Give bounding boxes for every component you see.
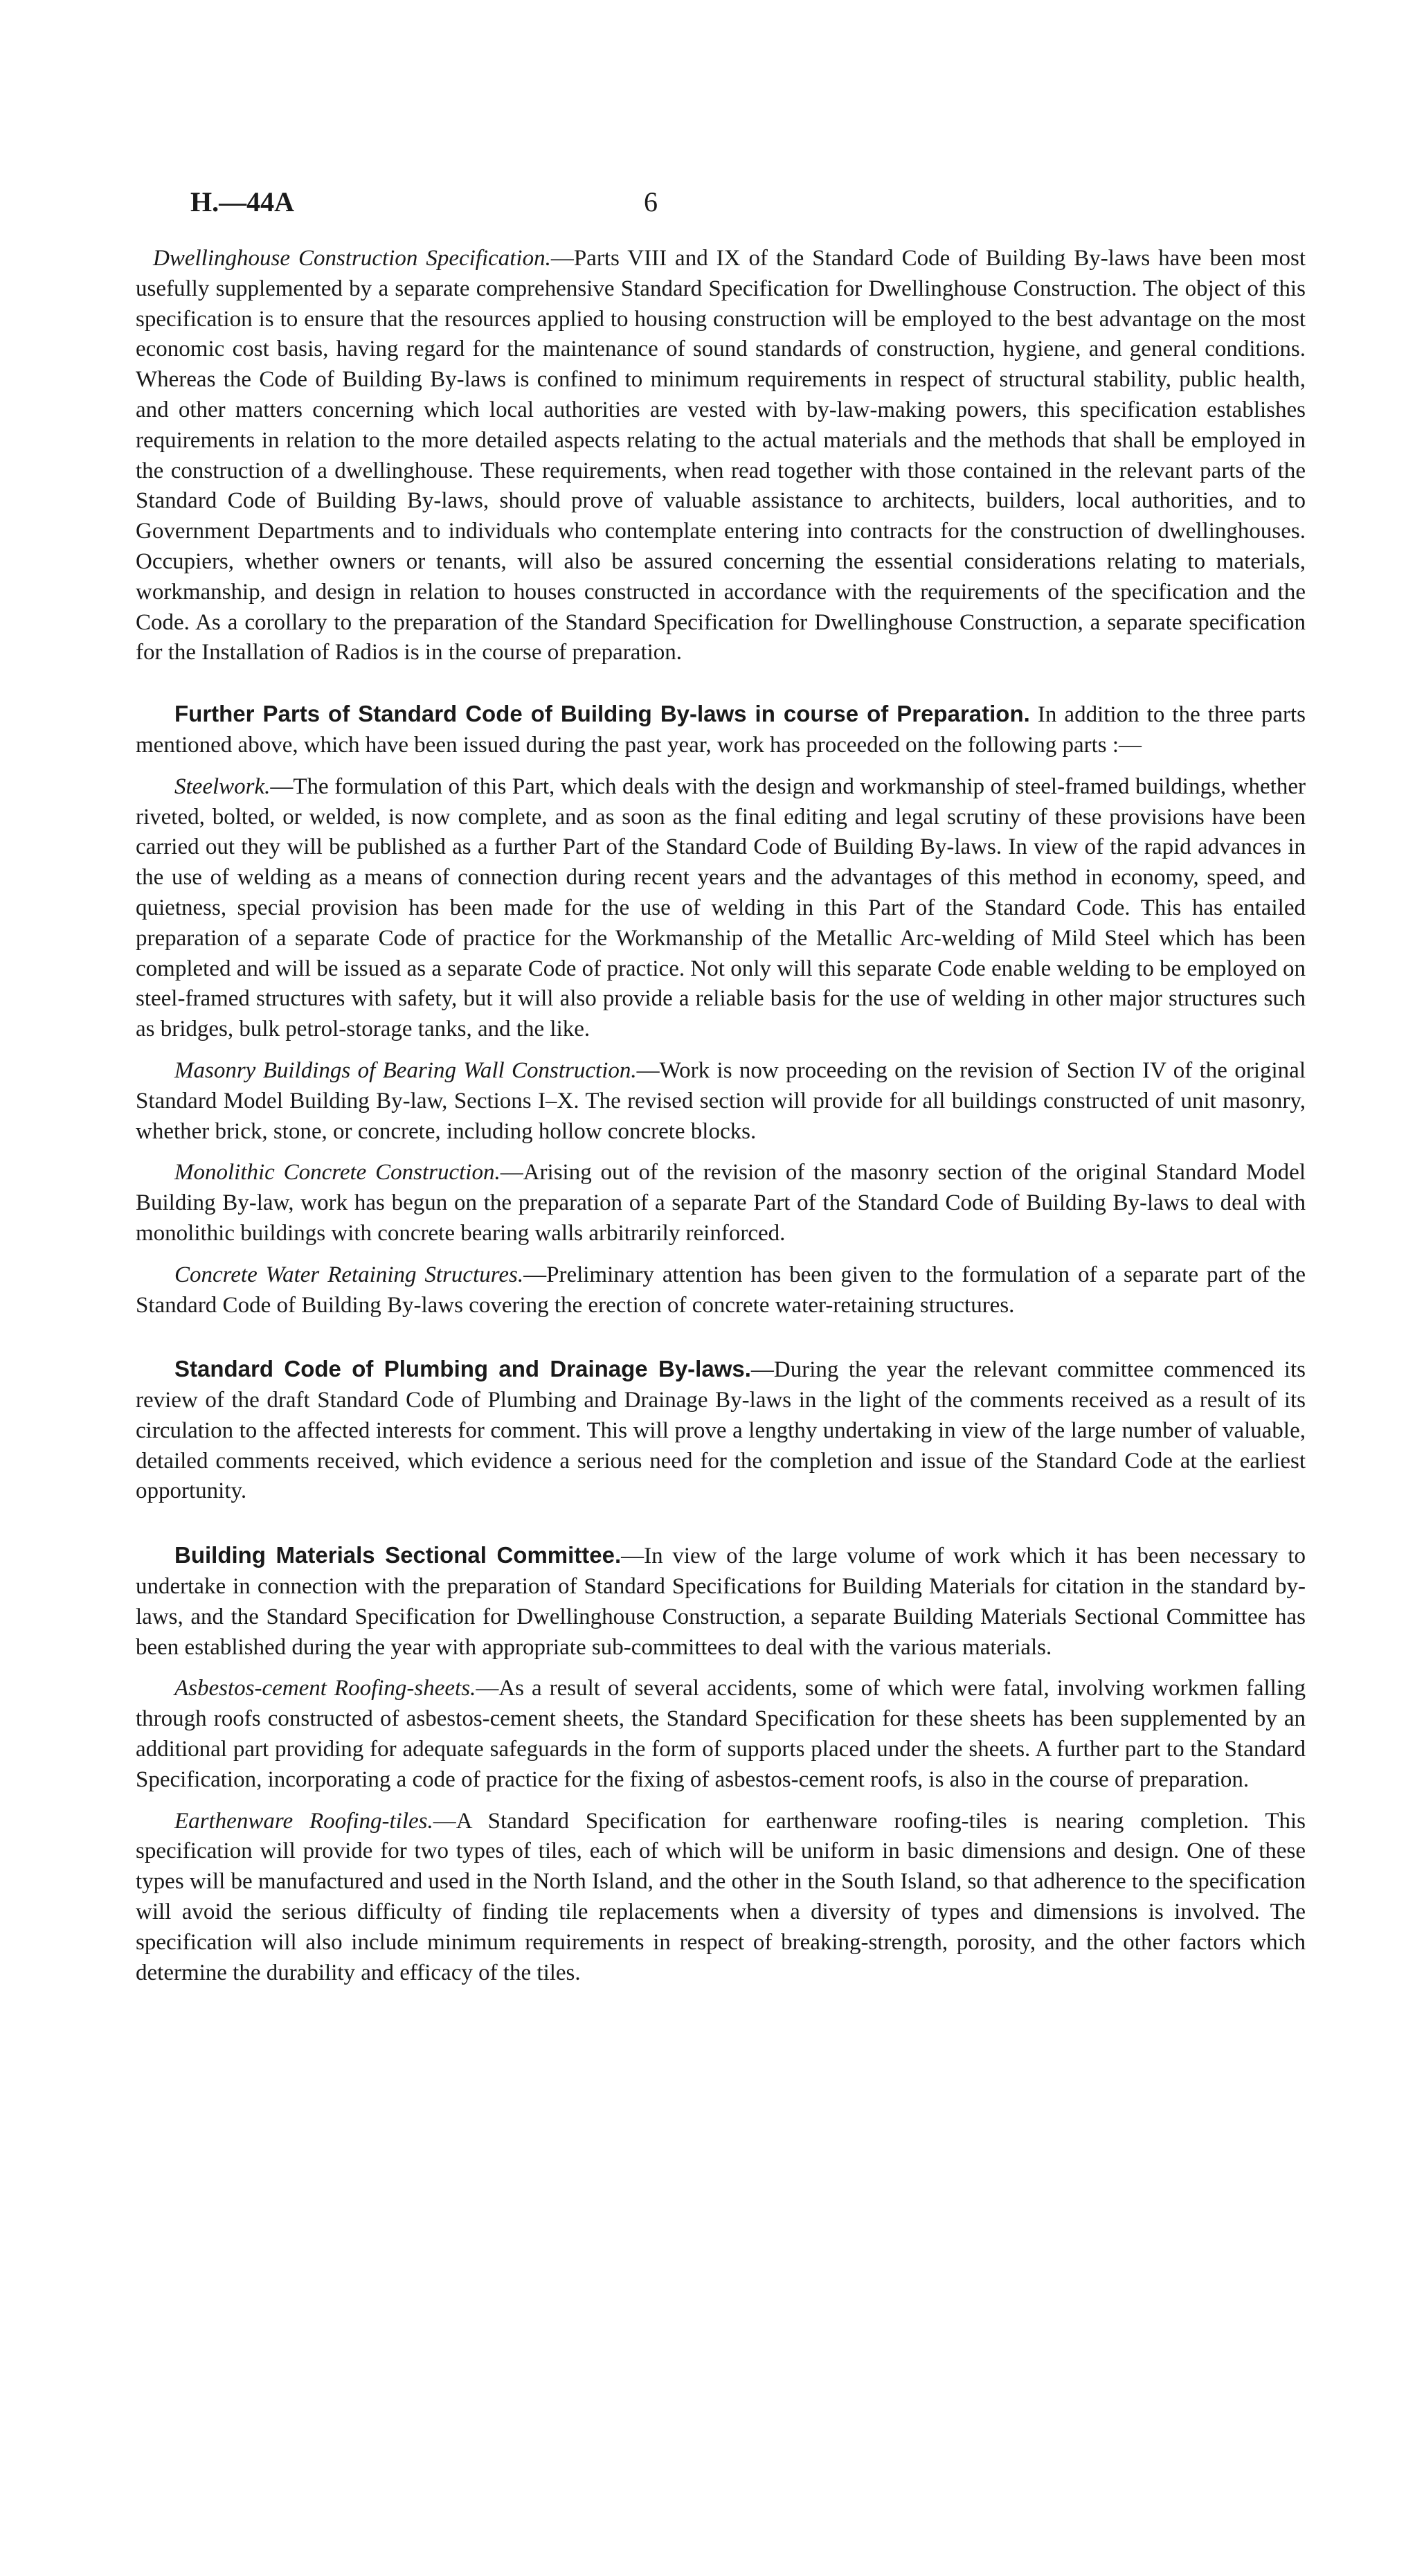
paragraph-water-retaining	[136, 1260, 1306, 1321]
paragraph-text: —Work is now proceeding on the revision of Section IV of the original Standard Model Building By-law, Sections I–X. The revised section will provide for all buildings constructed of unit masonry, whether brick, stone, or concrete, including hollow concrete blocks.	[136, 1057, 1306, 1144]
paragraph-lead-italic: Concrete Water Retaining Structures.	[174, 1262, 524, 1287]
paragraph-asbestos-cement	[136, 1674, 1306, 1795]
page-header	[190, 186, 1305, 227]
paragraph-lead-italic: Masonry Buildings of Bearing Wall Construction.	[174, 1057, 637, 1083]
paragraph-text: —A Standard Specification for earthenware roofing-tiles is nearing completion. This specification will provide for two types of tiles, each of which will be uniform in basic dimensions and design. One of these types will be manufactured and used in the North Island, and the other in the South Island, so that adherence to the specification will avoid the serious difficulty of finding tile replacements when a diversity of types and dimensions is involved. The specification will also include minimum requirements in respect of breaking-strength, porosity, and the other factors which determine the durability and efficacy of the tiles.	[136, 1808, 1306, 1985]
paragraph-text: —Parts VIII and IX of the Standard Code of Building By-laws have been most usefully supplemented by a separate comprehensive Standard Specification for Dwellinghouse Construction. The object of this specification is to ensure that the resources applied to housing construction will be employed to the best advantage on the most economic cost basis, having regard for the maintenance of sound standards of construction, hygiene, and general conditions. Whereas the Code of Building By-laws is confined to minimum requirements in respect of structural stability, public health, and other matters concerning which local authorities are vested with by-law-making powers, this specification establishes requirements in relation to the more detailed aspects relating to the actual materials and the methods that shall be employed in the construction of a dwellinghouse. These requirements, when read together with those contained in the relevant parts of the Standard Code of Building By-laws, should prove of valuable assistance to architects, builders, local authorities, and to Government Departments and to individuals who contemplate entering into contracts for the construction of dwellinghouses. Occupiers, whether owners or tenants, will also be assured concerning the essential considerations relating to materials, workmanship, and design in relation to houses constructed in accordance with the requirements of the specification and the Code. As a corollary to the preparation of the Standard Specification for Dwellinghouse Construction, a separate specification for the Installation of Radios is in the course of preparation.	[136, 246, 1306, 665]
paragraph-text: —As a result of several accidents, some of which were fatal, involving workmen falling through roofs constructed of asbestos-cement sheets, the Standard Specification for these sheets has been supplemented by an additional part providing for adequate safeguards in the form of supports placed under the sheets. A further part to the Standard Specification, incorporating a code of practice for the fixing of asbestos-cement roofs, is also in the course of preparation.	[136, 1676, 1306, 1792]
paragraph-text: —During the year the relevant committee commenced its review of the draft Standard Code of Plumbing and Drainage By-laws in the light of the comments received as a result of its circulation to the affected interests for comment. This will prove a lengthy undertaking in view of the large number of valuable, detailed comments received, which evidence a serious need for the completion and issue of the Standard Code at the earliest opportunity.	[136, 1357, 1306, 1504]
paragraph-plumbing-drainage	[136, 1354, 1306, 1507]
paragraph-lead-italic: Dwellinghouse Construction Specification.	[153, 246, 551, 271]
document-reference: H.—44A	[190, 186, 294, 217]
paragraph-lead-italic: Earthenware Roofing-tiles.	[174, 1808, 433, 1834]
paragraph-text: —Arising out of the revision of the masonry section of the original Standard Model Building By-law, work has begun on the preparation of a separate Part of the Standard Code of Building By-laws to deal with monolithic buildings with concrete bearing walls arbitrarily reinforced.	[136, 1160, 1306, 1246]
paragraph-further-parts	[136, 699, 1306, 761]
paragraph-lead-italic: Steelwork.	[174, 773, 271, 799]
paragraph-text: In addition to the three parts mentioned above, which have been issued during the past year, work has proceeded on the following parts :—	[136, 702, 1306, 758]
paragraph-text: —The formulation of this Part, which deals with the design and workmanship of steel-framed buildings, whether riveted, bolted, or welded, is now complete, and as soon as the final editing and legal scrutiny of these provisions have been carried out they will be published as a further Part of the Standard Code of Building By-laws. In view of the rapid advances in the use of welding as a means of connection during recent years and the advantages of this method in economy, speed, and quietness, special provision has been made for the use of welding in this Part of the Standard Code. This has entailed preparation of a separate Code of practice for the Workmanship of the Metallic Arc-welding of Mild Steel which has been completed and will be issued as a separate Code of practice. Not only will this separate Code enable welding to be employed on steel-framed structures with safety, but it will also provide a reliable basis for the use of welding in other major structures such as bridges, bulk petrol-storage tanks, and the like.	[136, 773, 1306, 1042]
paragraph-text: —In view of the large volume of work which it has been necessary to undertake in connection with the preparation of Standard Specifications for Building Materials for citation in the standard by-laws, and the Standard Specification for Dwellinghouse Construction, a separate Building Materials Sectional Committee has been established during the year with appropriate sub-committees to deal with the various materials.	[136, 1544, 1306, 1660]
section-heading: Further Parts of Standard Code of Building By-laws in course of Preparation.	[174, 701, 1030, 727]
paragraph-lead-italic: Asbestos-cement Roofing-sheets.	[174, 1676, 476, 1701]
document-body	[136, 244, 1306, 1988]
page-number: 6	[644, 186, 658, 217]
paragraph-steelwork	[136, 772, 1306, 1045]
section-heading: Building Materials Sectional Committee.	[174, 1542, 622, 1568]
paragraph-dwellinghouse-specification	[136, 244, 1306, 668]
paragraph-earthenware-tiles	[136, 1807, 1306, 1989]
paragraph-monolithic-concrete	[136, 1158, 1306, 1249]
paragraph-building-materials	[136, 1540, 1306, 1663]
paragraph-text: —Preliminary attention has been given to the formulation of a separate part of the Standard Code of Building By-laws covering the erection of concrete water-retaining structures.	[136, 1262, 1306, 1318]
paragraph-lead-italic: Monolithic Concrete Construction.	[174, 1160, 501, 1186]
paragraph-masonry-buildings	[136, 1056, 1306, 1147]
section-heading: Standard Code of Plumbing and Drainage By-laws.	[174, 1356, 751, 1382]
